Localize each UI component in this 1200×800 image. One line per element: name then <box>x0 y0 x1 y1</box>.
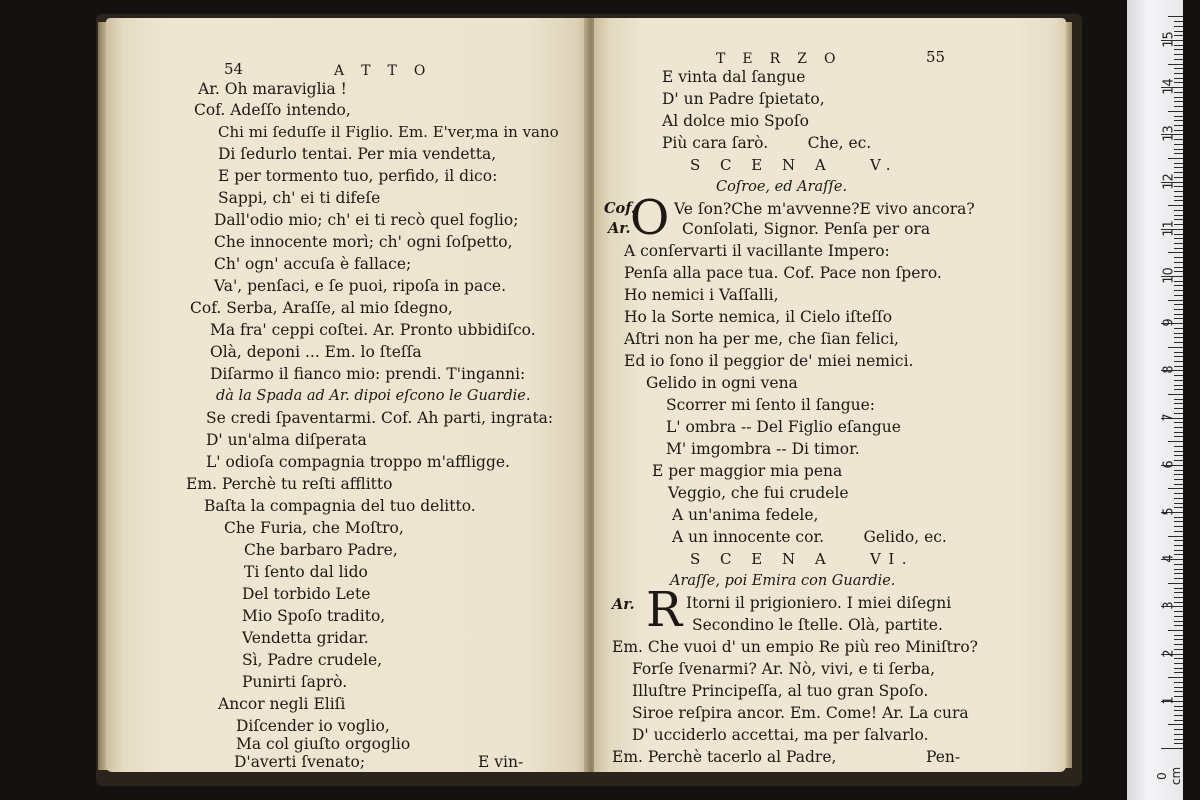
ruler-tick <box>1174 573 1183 574</box>
ruler-tick <box>1174 682 1183 683</box>
ruler-tick <box>1174 262 1183 263</box>
ruler-tick <box>1174 215 1183 216</box>
ruler-tick <box>1174 196 1183 197</box>
text-line: Siroe reſpira ancor. Em. Come! Ar. La cura <box>632 704 969 722</box>
text-line: Cof. Serba, Araſſe, al mio ſdegno, <box>190 299 453 317</box>
ruler-tick <box>1174 540 1183 541</box>
text-line: D' un'alma diſperata <box>206 431 367 449</box>
ruler-tick <box>1174 545 1183 546</box>
ruler-tick <box>1174 687 1183 688</box>
text-line: Secondino le ſtelle. Olà, partite. <box>692 616 943 634</box>
text-line: Gelido in ogni vena <box>646 374 798 392</box>
ruler-tick <box>1174 399 1183 400</box>
ruler-number: 1 <box>1161 696 1177 705</box>
scene-heading: S C E N A V. <box>690 156 899 174</box>
ruler-tick <box>1174 635 1183 636</box>
text-line: Em. Che vuoi d' un empio Re più reo Miniſtro? <box>612 638 978 656</box>
ruler-tick <box>1174 531 1183 532</box>
ruler-tick <box>1174 720 1183 721</box>
ruler-tick <box>1174 432 1183 433</box>
text-line: Veggio, che fui crudele <box>668 484 849 502</box>
scene-characters: Araſſe, poi Emira con Guardie. <box>670 573 896 589</box>
running-head: A T T O <box>334 63 432 79</box>
ruler-number: 13 <box>1161 125 1177 143</box>
text-line: Mio Spoſo tradito, <box>242 607 386 625</box>
drop-capital: O <box>630 190 670 246</box>
measurement-ruler <box>1127 0 1183 800</box>
ruler-number: 9 <box>1161 318 1177 327</box>
text-line: D' un Padre ſpietato, <box>662 90 825 108</box>
text-line: A un innocente cor. Gelido, ec. <box>672 528 947 546</box>
text-line: Forſe ſvenarmi? Ar. Nò, vivi, e ti ſerba, <box>632 660 936 678</box>
ruler-tick <box>1168 724 1183 725</box>
text-line: Em. Perchè tacerlo al Padre, <box>612 748 837 766</box>
text-line: Diſarmo il fianco mio: prendi. T'inganni: <box>210 365 526 383</box>
text-line: Ch' ogn' accuſa è fallace; <box>214 255 412 273</box>
ruler-tick <box>1174 167 1183 168</box>
ruler-tick <box>1174 446 1183 447</box>
ruler-tick <box>1174 356 1183 357</box>
ruler-number: 6 <box>1161 460 1177 469</box>
ruler-tick <box>1168 677 1183 678</box>
text-line: L' ombra -- Del Figlio eſangue <box>666 418 901 436</box>
text-line: Ar. Oh maraviglia ! <box>198 80 347 98</box>
ruler-number: 14 <box>1161 78 1177 95</box>
ruler-tick <box>1174 498 1183 499</box>
text-line: Più cara ſarò. Che, ec. <box>662 134 872 152</box>
text-line: Conſolati, Signor. Penſa per ora <box>682 220 931 238</box>
ruler-tick <box>1174 243 1183 244</box>
text-line: Che innocente morì; ch' ogni ſoſpetto, <box>214 233 513 251</box>
text-line: Che Furia, che Moſtro, <box>224 519 404 537</box>
ruler-tick <box>1174 116 1183 117</box>
ruler-tick <box>1174 21 1183 22</box>
ruler-tick <box>1174 295 1183 296</box>
ruler-tick <box>1174 389 1183 390</box>
text-line: Ma fra' ceppi coſtei. Ar. Pronto ubbidiſco. <box>210 321 536 339</box>
text-line: Chi mi ſeduſſe il Figlio. Em. E'ver,ma in vano <box>218 123 559 141</box>
ruler-tick <box>1168 630 1183 631</box>
ruler-tick <box>1174 672 1183 673</box>
text-line: Illuſtre Principeſſa, al tuo gran Spoſo. <box>632 682 929 700</box>
left-page <box>106 18 588 772</box>
text-line: A un'anima fedele, <box>672 506 819 524</box>
ruler-tick <box>1174 668 1183 669</box>
text-line: Penſa alla pace tua. Cof. Pace non ſpero. <box>624 264 942 282</box>
text-line: Ti ſento dal lido <box>244 563 368 581</box>
text-line: Al dolce mio Spoſo <box>662 112 809 130</box>
text-line: D'averti ſvenato; <box>234 753 366 771</box>
ruler-tick <box>1174 153 1183 154</box>
text-line: Ancor negli Eliſi <box>218 695 346 713</box>
ruler-tick <box>1174 625 1183 626</box>
ruler-number: 2 <box>1161 648 1177 658</box>
page-number: 54 <box>224 60 244 78</box>
text-line: Cof. Adeſſo intendo, <box>194 101 351 119</box>
ruler-tick <box>1174 68 1183 69</box>
text-line: Ho nemici i Vaſſalli, <box>624 286 779 304</box>
ruler-tick <box>1168 300 1183 301</box>
page-number: 55 <box>926 48 946 66</box>
ruler-number: 10 <box>1161 267 1177 284</box>
ruler-tick <box>1174 54 1183 55</box>
ruler-number: 15 <box>1161 31 1177 48</box>
text-line: Sì, Padre crudele, <box>242 651 383 669</box>
text-line: A conſervarti il vacillante Impero: <box>624 242 890 260</box>
ruler-number: 8 <box>1161 365 1177 375</box>
text-line: L' odioſa compagnia troppo m'affligge. <box>206 453 510 471</box>
text-line: E per tormento tuo, perfido, il dico: <box>218 167 498 185</box>
speaker-label: Ar. <box>612 596 635 613</box>
text-line: Che barbaro Padre, <box>244 541 398 559</box>
ruler-tick <box>1168 536 1183 537</box>
speaker-label: Ar. <box>608 220 631 237</box>
drop-capital: R <box>646 582 683 638</box>
ruler-tick <box>1174 436 1183 437</box>
ruler-tick <box>1174 163 1183 164</box>
text-line: Del torbido Lete <box>242 585 371 603</box>
ruler-tick <box>1174 304 1183 305</box>
ruler-tick <box>1168 394 1183 395</box>
ruler-tick <box>1168 583 1183 584</box>
ruler-tick <box>1168 252 1183 253</box>
text-line: Punirti ſaprò. <box>242 673 348 691</box>
text-line: M' imgombra -- Di timor. <box>666 440 860 458</box>
ruler-tick <box>1174 743 1183 744</box>
ruler-number: 4 <box>1161 554 1177 563</box>
text-line: Vendetta gridar. <box>242 629 369 647</box>
scene-characters: Coſroe, ed Araſſe. <box>716 179 848 195</box>
ruler-number: 12 <box>1161 172 1177 190</box>
text-line: Diſcender io voglio, <box>236 717 390 735</box>
ruler-tick <box>1174 639 1183 640</box>
catchword: Pen- <box>926 748 961 766</box>
ruler-tick <box>1174 493 1183 494</box>
text-line: Ed io ſono il peggior de' miei nemici. <box>624 352 914 370</box>
scene-heading: S C E N A VI. <box>690 550 915 568</box>
running-head: T E R Z O <box>716 51 842 67</box>
ruler-tick <box>1174 149 1183 150</box>
ruler-tick <box>1174 403 1183 404</box>
ruler-tick <box>1174 484 1183 485</box>
text-line: Aſtri non ha per me, che ſian felici, <box>624 330 899 348</box>
stage-direction: dà la Spada ad Ar. dipoi eſcono le Guardie. <box>216 388 531 404</box>
text-line: Scorrer mi ſento il ſangue: <box>666 396 876 414</box>
ruler-tick <box>1174 309 1183 310</box>
text-line: Em. Perchè tu reſti afflitto <box>186 475 393 493</box>
ruler-tick <box>1168 205 1183 206</box>
ruler-tick <box>1168 441 1183 442</box>
ruler-tick <box>1174 248 1183 249</box>
ruler-tick <box>1174 59 1183 60</box>
ruler-tick <box>1174 385 1183 386</box>
ruler-tick <box>1168 488 1183 489</box>
ruler-tick <box>1174 451 1183 452</box>
ruler-number: 11 <box>1161 220 1177 237</box>
text-line: Ma col giuſto orgoglio <box>236 735 411 753</box>
text-line: E per maggior mia pena <box>652 462 843 480</box>
ruler-tick <box>1174 337 1183 338</box>
text-line: Dall'odio mio; ch' ei ti recò quel foglio; <box>214 211 519 229</box>
text-line: Baſta la compagnia del tuo delitto. <box>204 497 476 515</box>
ruler-tick <box>1174 578 1183 579</box>
ruler-tick <box>1168 111 1183 112</box>
ruler-number: 3 <box>1161 601 1177 611</box>
catchword: E vin- <box>478 753 524 771</box>
ruler-tick <box>1174 200 1183 201</box>
ruler-tick <box>1174 120 1183 121</box>
ruler-tick <box>1174 588 1183 589</box>
ruler-tick <box>1174 73 1183 74</box>
ruler-tick <box>1174 290 1183 291</box>
text-line: Se credi ſpaventarmi. Cof. Ah parti, ingrata: <box>206 409 554 427</box>
ruler-tick <box>1174 621 1183 622</box>
ruler-tick <box>1174 26 1183 27</box>
ruler-unit-label: 0 cm <box>1155 766 1183 786</box>
text-line: Itorni il prigioniero. I miei diſegni <box>686 594 952 612</box>
ruler-tick <box>1174 210 1183 211</box>
ruler-tick <box>1174 342 1183 343</box>
ruler-tick <box>1174 479 1183 480</box>
ruler-tick <box>1174 734 1183 735</box>
ruler-tick <box>1174 729 1183 730</box>
ruler-tick <box>1161 748 1183 749</box>
ruler-tick <box>1174 715 1183 716</box>
ruler-tick <box>1174 739 1183 740</box>
text-line: Sappi, ch' ei ti difeſe <box>218 189 381 207</box>
ruler-tick <box>1168 16 1183 17</box>
right-page <box>594 18 1066 772</box>
ruler-tick <box>1174 101 1183 102</box>
ruler-number: 7 <box>1161 412 1177 422</box>
text-line: Olà, deponi ... Em. lo ſteſſa <box>210 343 422 361</box>
ruler-tick <box>1174 352 1183 353</box>
text-line: Ho la Sorte nemica, il Cielo iſteſſo <box>624 308 893 326</box>
ruler-tick <box>1168 64 1183 65</box>
ruler-tick <box>1168 347 1183 348</box>
ruler-tick <box>1174 592 1183 593</box>
ruler-tick <box>1174 526 1183 527</box>
text-line: D' ucciderlo accettai, ma per ſalvarlo. <box>632 726 929 744</box>
ruler-tick <box>1168 158 1183 159</box>
ruler-number: 5 <box>1161 507 1177 516</box>
ruler-tick <box>1174 257 1183 258</box>
speaker-label: Cof. <box>604 200 636 217</box>
text-line: E vinta dal ſangue <box>662 68 806 86</box>
text-line: Va', penſaci, e ſe puoi, ripoſa in pace. <box>214 277 506 295</box>
text-line: Di ſedurlo tentai. Per mia vendetta, <box>218 145 497 163</box>
ruler-tick <box>1174 106 1183 107</box>
text-line: Ve ſon?Che m'avvenne?E vivo ancora? <box>674 200 975 218</box>
